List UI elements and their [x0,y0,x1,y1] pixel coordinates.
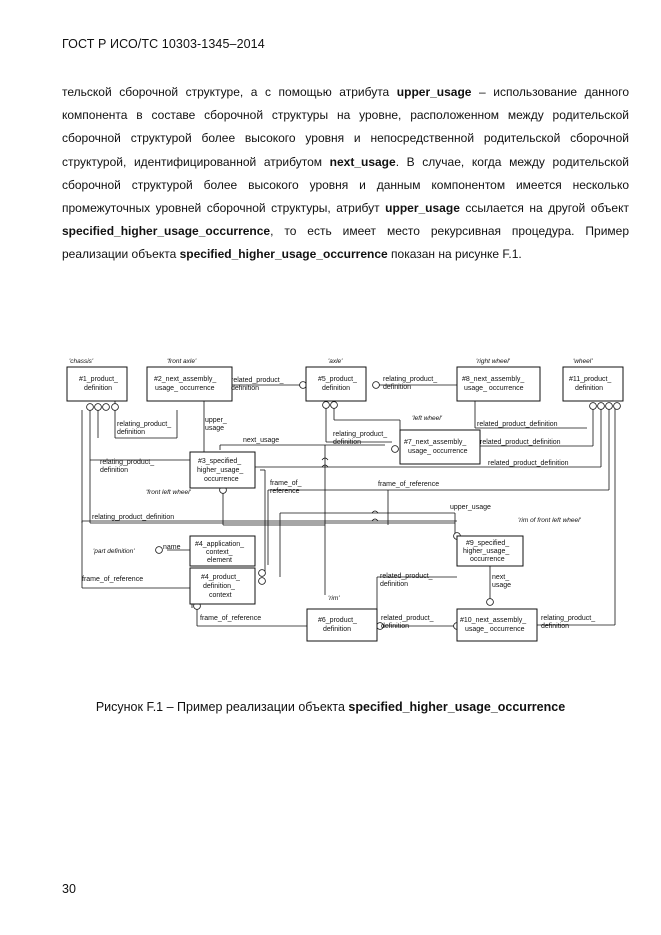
svg-text:definition: definition [84,385,113,392]
figure-caption: Рисунок F.1 – Пример реализации объекта specified_higher_usage_occurrence [95,700,566,714]
attr-relating-pd-3a: relating_product_ [333,431,388,438]
box-3-specified-higher-usage [190,452,255,488]
svg-text:#1_product_: #1_product_ [79,376,118,383]
svg-text:usage_ occurrence: usage_ occurrence [465,626,525,633]
label-front-axle: 'front axle' [167,358,197,365]
label-axle: 'axle' [328,358,343,365]
attr-upper-usage-line: upper_usage [450,504,491,511]
attr-relating-pd-line: relating_product_definition [92,514,175,521]
label-part-definition: 'part definition' [93,548,135,555]
attr-frame-of-reference-1b: reference [270,488,300,495]
svg-text:usage_ occurrence: usage_ occurrence [464,385,524,392]
svg-text:definition: definition [323,626,352,633]
attr-frame-of-reference-line-1: frame_of_reference [378,481,440,488]
body-paragraph: тельской сборочной структуре, а с помощью атрибута upper_usage – использование данного компонента в составе сборочной структуры на уровне, расположенном между родительской сборочной структурой более высокого уровня и непосредственной родительской сборочной структурой, идентифицированной атрибутом next_usage. В случае, когда между родительской сборочной структурой более высокого уровня и данным компонентом имеется несколько промежуточных уровней сборочной структуры, атрибут upper_usage ссылается на другой объект specified_higher_usage_occurrence, то есть имеет место рекурсивная процедура. Пример реализации объекта specified_higher_usage_occurrence показан на рисунке F.1. [62,85,630,262]
attr-related-pd-1b: definition [231,385,260,392]
svg-text:definition_: definition_ [203,583,235,590]
attr-next-usage-2b: usage [492,582,512,589]
attr-related-pd-3a: related_product_ [381,615,434,622]
figure-diagram [60,350,630,650]
box-4-application-context-element [190,536,255,566]
attr-relating-pd-3b: definition [333,439,362,446]
page-number: 30 [62,882,76,896]
svg-text:context_: context_ [206,549,233,556]
svg-text:#5_product_: #5_product_ [318,376,357,383]
svg-text:#2_next_assembly_: #2_next_assembly_ [154,376,217,383]
box-4-product-definition-context [190,568,255,604]
svg-text:occurrence: occurrence [470,556,505,563]
attr-relating-pd-4b: definition [100,467,129,474]
label-wheel: 'wheel' [573,358,593,365]
document-header: ГОСТ Р ИСО/ТС 10303-1345–2014 [62,37,265,51]
box-8-next-assembly [457,367,540,401]
attr-related-pd-1a: related_product_ [231,377,284,384]
svg-text:#9_specified_: #9_specified_ [466,540,510,547]
attr-related-pd-line-3: related_product_definition [488,460,569,467]
box-9-specified-higher-usage [457,536,523,566]
svg-text:element: element [207,557,232,564]
attr-related-pd-3b: definition [381,623,410,630]
label-rim-front-left: 'rim of front left wheel' [518,517,581,524]
line-crossing-marks [322,458,378,521]
attr-related-pd-2b: definition [380,581,409,588]
svg-text:#3_specified_: #3_specified_ [198,458,242,465]
box-7-next-assembly [400,430,480,464]
svg-text:#4_application_: #4_application_ [195,541,245,548]
svg-text:higher_usage_: higher_usage_ [197,467,244,474]
svg-text:#8_next_assembly_: #8_next_assembly_ [462,376,525,383]
attr-related-pd-2a: related_product_ [380,573,433,580]
attr-next-usage-2a: next_ [492,574,510,581]
svg-text:#10_next_assembly_: #10_next_assembly_ [460,617,527,624]
svg-text:context: context [209,592,232,599]
attr-relating-pd-5a: relating_product_ [541,615,596,622]
label-right-wheel: 'right wheel' [476,358,510,365]
svg-text:#7_next_assembly_: #7_next_assembly_ [404,439,467,446]
attr-relating-pd-4a: relating_product_ [100,459,155,466]
label-left-wheel: 'left wheel' [412,415,442,422]
svg-text:usage_ occurrence: usage_ occurrence [155,385,215,392]
endpoint-circles [87,382,621,630]
attr-relating-pd-2a: relating_product_ [117,421,172,428]
svg-text:#4_product_: #4_product_ [201,574,240,581]
attr-related-pd-line-1: related_product_definition [477,421,558,428]
svg-text:#11_product_: #11_product_ [569,376,612,383]
label-front-left-wheel: 'front left wheel' [146,489,191,496]
svg-text:higher_usage_: higher_usage_ [463,548,510,555]
attr-frame-of-reference-1a: frame_of_ [270,480,302,487]
box-5-product-definition [306,367,366,401]
svg-text:occurrence: occurrence [204,476,239,483]
svg-text:#6_product_: #6_product_ [318,617,357,624]
attr-upper-usage-a: upper_ [205,417,227,424]
svg-text:usage_ occurrence: usage_ occurrence [408,448,468,455]
label-rim: 'rim' [328,595,340,602]
box-1-product-definition [67,367,127,401]
box-2-next-assembly [147,367,232,401]
attr-upper-usage-b: usage [205,425,225,432]
attr-frame-of-reference-line-3: frame_of_reference [200,615,262,622]
attr-frame-of-reference-line-2: frame_of_reference [82,576,144,583]
attr-relating-pd-5b: definition [541,623,570,630]
attr-relating-pd-2b: definition [117,429,146,436]
svg-text:definition: definition [575,385,604,392]
attr-next-usage-1: next_usage [243,437,280,444]
svg-text:definition: definition [322,385,351,392]
attr-name: name [163,544,181,551]
attr-relating-pd-1b: definition [383,384,412,391]
box-6-product-definition [307,609,377,641]
box-11-product-definition [563,367,623,401]
box-10-next-assembly [457,609,537,641]
label-chassis: 'chassis' [69,358,94,365]
attr-relating-pd-1a: relating_product_ [383,376,438,383]
attr-related-pd-line-2: related_product_definition [480,439,561,446]
